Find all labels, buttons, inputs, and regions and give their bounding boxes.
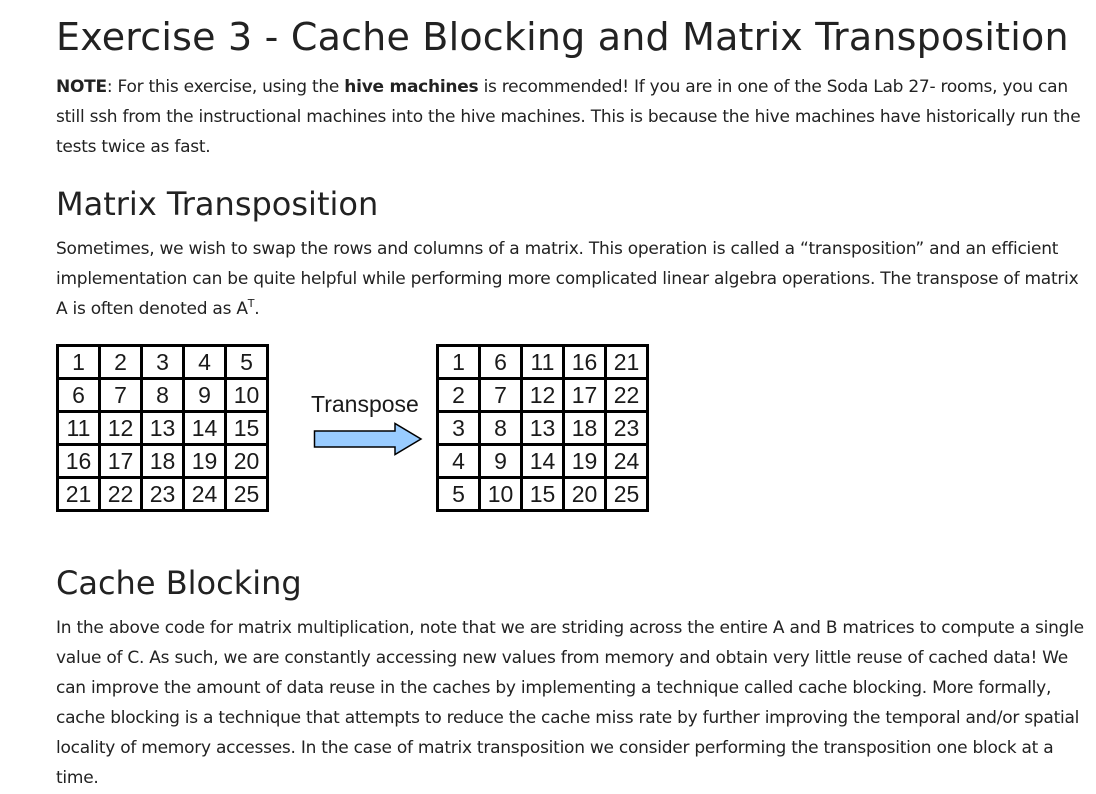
matrix-cell: 1 [58, 346, 100, 379]
matrix-row [438, 445, 648, 478]
matrix-cell: 23 [142, 478, 184, 511]
matrix-cell: 24 [606, 445, 648, 478]
matrix-cell: 10 [480, 478, 522, 511]
matrix-row [438, 379, 648, 412]
matrix-cell: 10 [226, 379, 268, 412]
matrix-cell: 5 [438, 478, 480, 511]
matrix-cell: 25 [226, 478, 268, 511]
matrix-cell: 11 [522, 346, 564, 379]
matrix-cell: 18 [142, 445, 184, 478]
transposition-text: Sometimes, we wish to swap the rows and columns of a matrix. This operation is called a “transposition” and an efficient implementation can be quite helpful while performing more complicated linear algebra operations. The transpose of matrix A is often denoted as A [56, 239, 1079, 319]
matrix-row [438, 346, 648, 379]
matrix-cell: 8 [480, 412, 522, 445]
cache-blocking-heading: Cache Blocking [56, 564, 302, 602]
matrix-cell: 20 [564, 478, 606, 511]
matrix-cell: 22 [100, 478, 142, 511]
matrix-cell: 13 [522, 412, 564, 445]
matrix-cell: 7 [480, 379, 522, 412]
matrix-cell: 21 [606, 346, 648, 379]
matrix-cell: 20 [226, 445, 268, 478]
matrix-cell: 16 [58, 445, 100, 478]
matrix-cell: 14 [184, 412, 226, 445]
matrix-cell: 18 [564, 412, 606, 445]
matrix-cell: 12 [100, 412, 142, 445]
matrix-row [58, 445, 268, 478]
matrix-cell: 1 [438, 346, 480, 379]
matrix-cell: 4 [184, 346, 226, 379]
note-paragraph [56, 72, 1088, 162]
note-text-2: is recommended! If you are in one of the Soda Lab 27- rooms, you can still ssh from the instructional machines into the hive machines. This is because the hive machines have historically run the tests twice as fast. [56, 77, 1081, 157]
matrix-cell: 14 [522, 445, 564, 478]
matrix-a-transposed [436, 344, 649, 512]
matrix-row [58, 346, 268, 379]
matrix-cell: 16 [564, 346, 606, 379]
cache-blocking-paragraph: In the above code for matrix multiplication, note that we are striding across the entire A and B matrices to compute a single value of C. As such, we are constantly accessing new values from memory and obtain very little reuse of cached data! We can improve the amount of data reuse in the caches by implementing a technique called cache blocking. More formally, cache blocking is a technique that attempts to reduce the cache miss rate by further improving the temporal and/or spatial locality of memory accesses. In the case of matrix transposition we consider performing the transposition one block at a time. [56, 618, 1084, 788]
matrix-row [58, 379, 268, 412]
matrix-cell: 3 [142, 346, 184, 379]
matrix-cell: 6 [480, 346, 522, 379]
matrix-cell: 25 [606, 478, 648, 511]
matrix-cell: 21 [58, 478, 100, 511]
matrix-cell: 9 [184, 379, 226, 412]
matrix-cell: 4 [438, 445, 480, 478]
matrix-cell: 15 [226, 412, 268, 445]
matrix-transposition-heading: Matrix Transposition [56, 185, 379, 223]
right-arrow-icon [313, 422, 425, 456]
matrix-row [438, 412, 648, 445]
matrix-cell: 2 [100, 346, 142, 379]
matrix-cell: 11 [58, 412, 100, 445]
matrix-cell: 5 [226, 346, 268, 379]
matrix-cell: 9 [480, 445, 522, 478]
matrix-cell: 7 [100, 379, 142, 412]
matrix-cell: 24 [184, 478, 226, 511]
note-text-1: : For this exercise, using the [106, 77, 345, 97]
matrix-cell: 13 [142, 412, 184, 445]
matrix-cell: 3 [438, 412, 480, 445]
matrix-cell: 2 [438, 379, 480, 412]
matrix-row [58, 412, 268, 445]
transpose-superscript: T [247, 297, 255, 310]
matrix-cell: 6 [58, 379, 100, 412]
page-title: Exercise 3 - Cache Blocking and Matrix Transposition [56, 15, 1069, 59]
transpose-label: Transpose [311, 391, 419, 417]
matrix-row [58, 478, 268, 511]
matrix-cell: 8 [142, 379, 184, 412]
matrix-cell: 17 [100, 445, 142, 478]
matrix-cell: 19 [184, 445, 226, 478]
transposition-paragraph [56, 234, 1088, 324]
matrix-cell: 23 [606, 412, 648, 445]
transposition-text-end: . [254, 299, 260, 319]
hive-machines-emphasis: hive machines [344, 77, 479, 97]
note-label: NOTE [56, 77, 107, 97]
matrix-cell: 17 [564, 379, 606, 412]
matrix-a [56, 344, 269, 512]
matrix-cell: 22 [606, 379, 648, 412]
matrix-row [438, 478, 648, 511]
matrix-cell: 12 [522, 379, 564, 412]
matrix-cell: 19 [564, 445, 606, 478]
matrix-cell: 15 [522, 478, 564, 511]
